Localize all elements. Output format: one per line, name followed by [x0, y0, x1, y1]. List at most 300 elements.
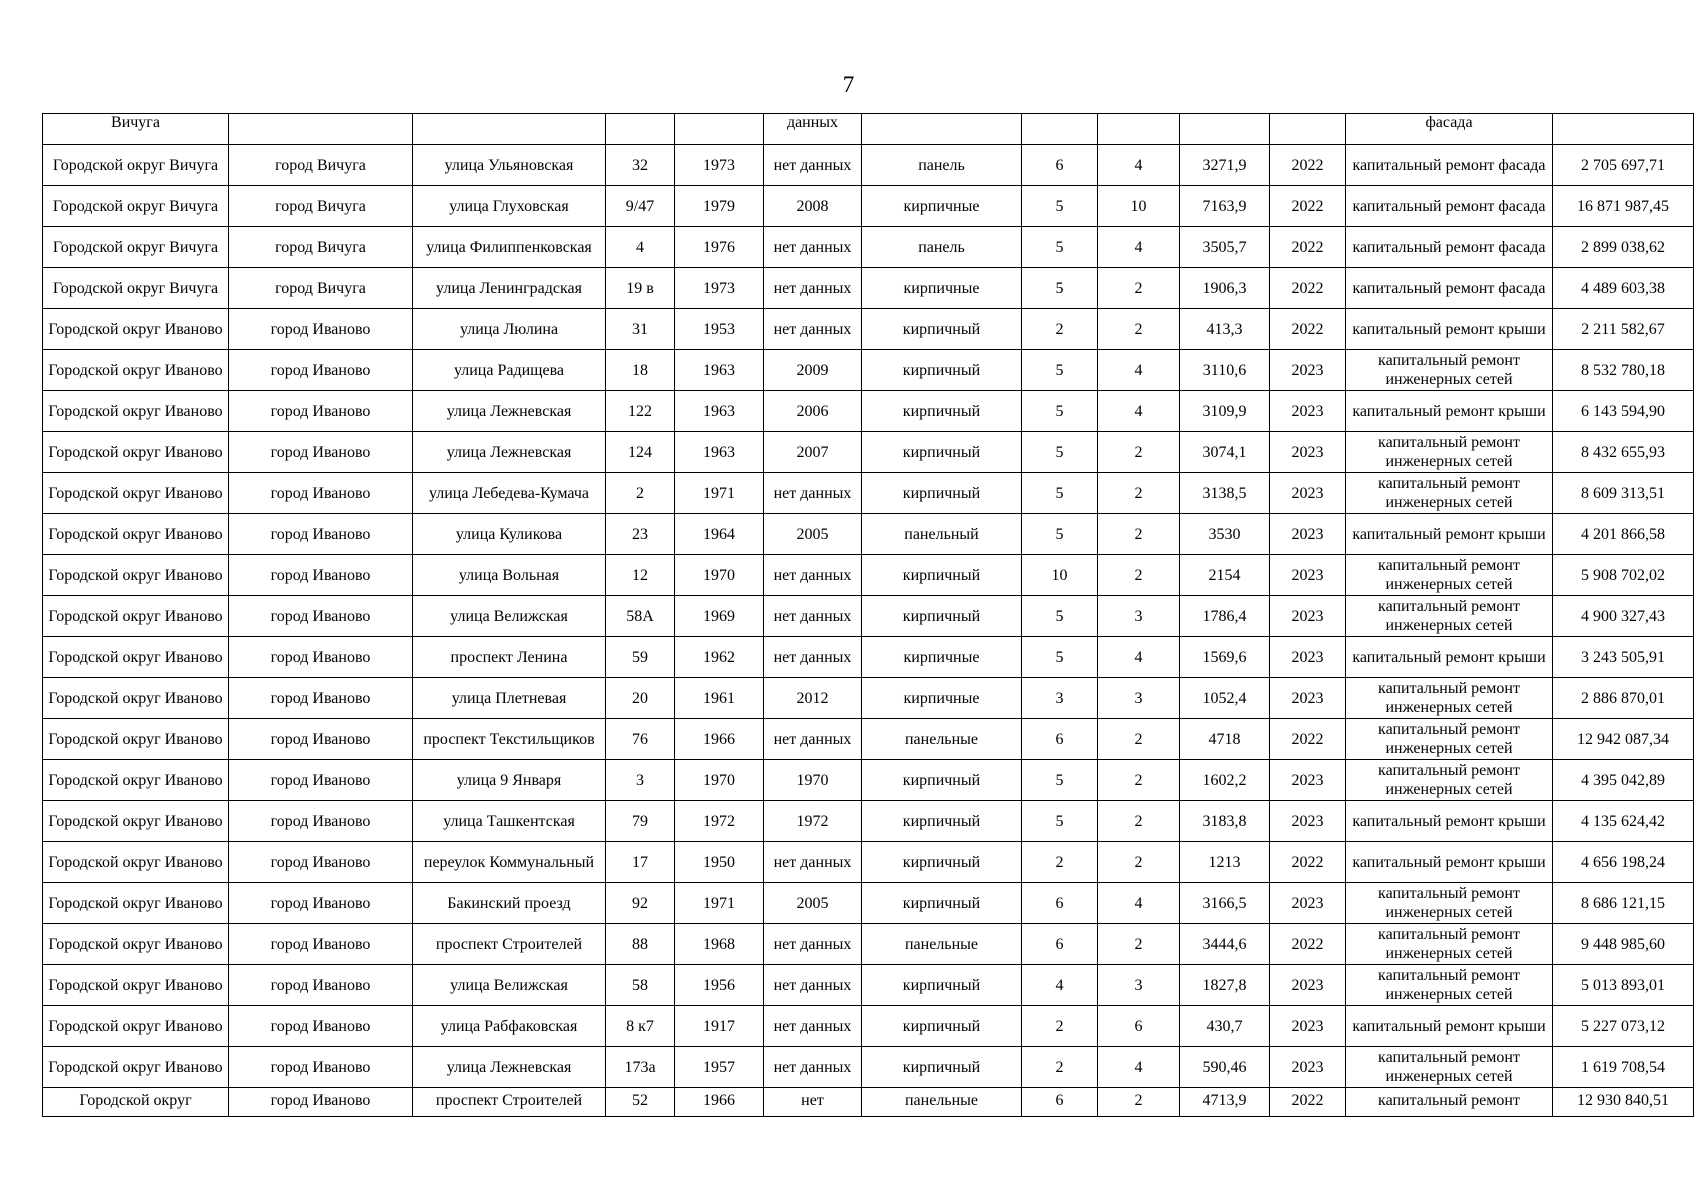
cell-cost: 8 609 313,51	[1553, 473, 1694, 514]
table-row	[43, 1047, 1694, 1088]
cell-floors: 10	[1022, 555, 1098, 596]
cell-municipality: Городской округ Иваново	[43, 1047, 229, 1088]
cell-cost: 3 243 505,91	[1553, 637, 1694, 678]
cell-build-year: 1963	[675, 391, 764, 432]
cell-house-number: 92	[606, 883, 675, 924]
cell-wall-material: кирпичный	[862, 596, 1022, 637]
cell-work-type: капитальный ремонт фасада	[1346, 186, 1553, 227]
cell-municipality: Городской округ Иваново	[43, 555, 229, 596]
cell-total-area: 2154	[1180, 555, 1270, 596]
cell-build-year: 1963	[675, 350, 764, 391]
cell-floors: 6	[1022, 1088, 1098, 1117]
cell-planned-year: 2023	[1270, 391, 1346, 432]
table-row	[43, 965, 1694, 1006]
cell-cost: 5 013 893,01	[1553, 965, 1694, 1006]
cell-cost: 2 886 870,01	[1553, 678, 1694, 719]
cell-municipality: Городской округ Вичуга	[43, 227, 229, 268]
cell-house-number: 173а	[606, 1047, 675, 1088]
cell-build-year	[675, 114, 764, 145]
cell-total-area: 3109,9	[1180, 391, 1270, 432]
cell-house-number: 31	[606, 309, 675, 350]
cell-floors: 2	[1022, 842, 1098, 883]
cell-municipality: Городской округ Иваново	[43, 924, 229, 965]
cell-last-repair-year: нет данных	[764, 145, 862, 186]
cell-cost: 12 930 840,51	[1553, 1088, 1694, 1117]
cell-planned-year: 2022	[1270, 309, 1346, 350]
cell-street	[413, 114, 606, 145]
cell-settlement: город Иваново	[229, 883, 413, 924]
cell-floors: 5	[1022, 637, 1098, 678]
cell-total-area	[1180, 114, 1270, 145]
cell-total-area: 1052,4	[1180, 678, 1270, 719]
cell-street: улица Велижская	[413, 965, 606, 1006]
cell-street: улица Лежневская	[413, 1047, 606, 1088]
cell-cost: 2 211 582,67	[1553, 309, 1694, 350]
table-body	[43, 114, 1694, 1117]
cell-street: проспект Строителей	[413, 924, 606, 965]
cell-planned-year: 2023	[1270, 1047, 1346, 1088]
cell-street: Бакинский проезд	[413, 883, 606, 924]
table-row	[43, 637, 1694, 678]
cell-work-type: капитальный ремонт фасада	[1346, 227, 1553, 268]
cell-street: проспект Текстильщиков	[413, 719, 606, 760]
cell-settlement: город Иваново	[229, 965, 413, 1006]
cell-house-number: 20	[606, 678, 675, 719]
cell-last-repair-year: 2009	[764, 350, 862, 391]
cell-entrances: 10	[1098, 186, 1180, 227]
cell-entrances: 3	[1098, 965, 1180, 1006]
cell-last-repair-year: 2012	[764, 678, 862, 719]
cell-house-number: 88	[606, 924, 675, 965]
cell-build-year: 1972	[675, 801, 764, 842]
cell-last-repair-year: 2005	[764, 883, 862, 924]
cell-planned-year: 2023	[1270, 555, 1346, 596]
cell-floors: 5	[1022, 391, 1098, 432]
cell-settlement: город Иваново	[229, 514, 413, 555]
cell-planned-year: 2022	[1270, 1088, 1346, 1117]
cell-work-type: фасада	[1346, 114, 1553, 145]
cell-planned-year: 2022	[1270, 719, 1346, 760]
cell-wall-material: кирпичный	[862, 1006, 1022, 1047]
cell-municipality: Городской округ	[43, 1088, 229, 1117]
cell-municipality: Городской округ Вичуга	[43, 145, 229, 186]
cell-total-area: 430,7	[1180, 1006, 1270, 1047]
cell-street: улица Вольная	[413, 555, 606, 596]
cell-municipality: Городской округ Иваново	[43, 473, 229, 514]
cell-settlement: город Иваново	[229, 760, 413, 801]
cell-total-area: 4718	[1180, 719, 1270, 760]
cell-wall-material: кирпичный	[862, 760, 1022, 801]
cell-entrances: 4	[1098, 883, 1180, 924]
cell-wall-material: кирпичный	[862, 391, 1022, 432]
table-row	[43, 555, 1694, 596]
cell-wall-material: панель	[862, 227, 1022, 268]
cell-last-repair-year: нет данных	[764, 1006, 862, 1047]
cell-work-type: капитальный ремонт	[1346, 1088, 1553, 1117]
cell-build-year: 1917	[675, 1006, 764, 1047]
cell-wall-material: кирпичный	[862, 350, 1022, 391]
cell-settlement	[229, 114, 413, 145]
table-row	[43, 801, 1694, 842]
cell-entrances: 2	[1098, 760, 1180, 801]
cell-build-year: 1971	[675, 883, 764, 924]
cell-wall-material: кирпичный	[862, 432, 1022, 473]
cell-work-type: капитальный ремонт инженерных сетей	[1346, 555, 1553, 596]
cell-total-area: 3166,5	[1180, 883, 1270, 924]
cell-wall-material: кирпичные	[862, 678, 1022, 719]
cell-work-type: капитальный ремонт крыши	[1346, 1006, 1553, 1047]
cell-street: улица Люлина	[413, 309, 606, 350]
cell-house-number: 52	[606, 1088, 675, 1117]
table-row	[43, 432, 1694, 473]
cell-floors: 5	[1022, 760, 1098, 801]
cell-street: улица Ульяновская	[413, 145, 606, 186]
cell-last-repair-year: нет данных	[764, 309, 862, 350]
table-row-truncated	[43, 1088, 1694, 1117]
cell-build-year: 1966	[675, 1088, 764, 1117]
cell-wall-material: панельный	[862, 514, 1022, 555]
cell-municipality: Городской округ Иваново	[43, 842, 229, 883]
cell-cost: 12 942 087,34	[1553, 719, 1694, 760]
cell-last-repair-year: нет данных	[764, 473, 862, 514]
cell-floors: 6	[1022, 145, 1098, 186]
cell-total-area: 3138,5	[1180, 473, 1270, 514]
cell-street: улица Плетневая	[413, 678, 606, 719]
cell-build-year: 1976	[675, 227, 764, 268]
cell-last-repair-year: 2007	[764, 432, 862, 473]
cell-cost: 8 532 780,18	[1553, 350, 1694, 391]
cell-last-repair-year: нет данных	[764, 719, 862, 760]
cell-last-repair-year: нет данных	[764, 596, 862, 637]
cell-last-repair-year: 2005	[764, 514, 862, 555]
cell-total-area: 1569,6	[1180, 637, 1270, 678]
cell-municipality: Городской округ Иваново	[43, 965, 229, 1006]
cell-entrances: 2	[1098, 1088, 1180, 1117]
cell-total-area: 3110,6	[1180, 350, 1270, 391]
cell-settlement: город Иваново	[229, 1006, 413, 1047]
housing-repair-table	[42, 113, 1694, 1117]
cell-house-number: 17	[606, 842, 675, 883]
cell-house-number: 3	[606, 760, 675, 801]
cell-wall-material: панельные	[862, 1088, 1022, 1117]
cell-build-year: 1970	[675, 555, 764, 596]
cell-work-type: капитальный ремонт крыши	[1346, 391, 1553, 432]
cell-cost: 4 900 327,43	[1553, 596, 1694, 637]
cell-settlement: город Иваново	[229, 309, 413, 350]
cell-planned-year: 2023	[1270, 514, 1346, 555]
cell-work-type: капитальный ремонт инженерных сетей	[1346, 760, 1553, 801]
cell-settlement: город Иваново	[229, 1088, 413, 1117]
cell-municipality: Городской округ Иваново	[43, 801, 229, 842]
cell-entrances: 3	[1098, 596, 1180, 637]
cell-last-repair-year: данных	[764, 114, 862, 145]
table-row	[43, 760, 1694, 801]
cell-floors: 5	[1022, 596, 1098, 637]
cell-entrances	[1098, 114, 1180, 145]
cell-work-type: капитальный ремонт фасада	[1346, 268, 1553, 309]
cell-municipality: Городской округ Иваново	[43, 350, 229, 391]
table-row	[43, 924, 1694, 965]
cell-floors: 5	[1022, 186, 1098, 227]
cell-cost: 4 201 866,58	[1553, 514, 1694, 555]
cell-planned-year: 2023	[1270, 350, 1346, 391]
cell-house-number: 76	[606, 719, 675, 760]
cell-build-year: 1968	[675, 924, 764, 965]
cell-planned-year: 2023	[1270, 637, 1346, 678]
cell-floors: 5	[1022, 514, 1098, 555]
cell-settlement: город Иваново	[229, 432, 413, 473]
cell-entrances: 2	[1098, 514, 1180, 555]
cell-planned-year: 2022	[1270, 145, 1346, 186]
cell-street: улица Глуховская	[413, 186, 606, 227]
cell-floors: 4	[1022, 965, 1098, 1006]
cell-build-year: 1956	[675, 965, 764, 1006]
cell-wall-material: кирпичный	[862, 473, 1022, 514]
table-row	[43, 678, 1694, 719]
cell-total-area: 1906,3	[1180, 268, 1270, 309]
cell-house-number: 18	[606, 350, 675, 391]
cell-total-area: 4713,9	[1180, 1088, 1270, 1117]
cell-total-area: 1602,2	[1180, 760, 1270, 801]
cell-settlement: город Иваново	[229, 555, 413, 596]
cell-work-type: капитальный ремонт крыши	[1346, 842, 1553, 883]
cell-house-number: 9/47	[606, 186, 675, 227]
cell-settlement: город Иваново	[229, 801, 413, 842]
table-row	[43, 391, 1694, 432]
cell-floors: 2	[1022, 309, 1098, 350]
cell-entrances: 2	[1098, 842, 1180, 883]
cell-entrances: 4	[1098, 391, 1180, 432]
cell-planned-year: 2023	[1270, 678, 1346, 719]
cell-house-number: 58	[606, 965, 675, 1006]
cell-last-repair-year: 2008	[764, 186, 862, 227]
cell-last-repair-year: нет данных	[764, 637, 862, 678]
cell-entrances: 2	[1098, 719, 1180, 760]
cell-settlement: город Иваново	[229, 924, 413, 965]
cell-wall-material: кирпичные	[862, 186, 1022, 227]
cell-street: проспект Строителей	[413, 1088, 606, 1117]
cell-municipality: Городской округ Вичуга	[43, 186, 229, 227]
cell-planned-year: 2023	[1270, 883, 1346, 924]
cell-work-type: капитальный ремонт инженерных сетей	[1346, 596, 1553, 637]
cell-floors: 3	[1022, 678, 1098, 719]
cell-entrances: 4	[1098, 145, 1180, 186]
cell-total-area: 1786,4	[1180, 596, 1270, 637]
cell-build-year: 1964	[675, 514, 764, 555]
cell-house-number: 8 к7	[606, 1006, 675, 1047]
cell-build-year: 1973	[675, 268, 764, 309]
cell-municipality: Городской округ Иваново	[43, 637, 229, 678]
cell-municipality: Городской округ Иваново	[43, 309, 229, 350]
cell-settlement: город Иваново	[229, 596, 413, 637]
cell-entrances: 4	[1098, 350, 1180, 391]
cell-house-number: 19 в	[606, 268, 675, 309]
cell-entrances: 4	[1098, 637, 1180, 678]
cell-street: улица Куликова	[413, 514, 606, 555]
cell-house-number: 12	[606, 555, 675, 596]
cell-settlement: город Иваново	[229, 473, 413, 514]
cell-work-type: капитальный ремонт инженерных сетей	[1346, 1047, 1553, 1088]
cell-wall-material: панельные	[862, 719, 1022, 760]
cell-last-repair-year: 1970	[764, 760, 862, 801]
cell-planned-year: 2022	[1270, 268, 1346, 309]
cell-last-repair-year: нет данных	[764, 227, 862, 268]
cell-settlement: город Вичуга	[229, 268, 413, 309]
cell-entrances: 6	[1098, 1006, 1180, 1047]
cell-cost	[1553, 114, 1694, 145]
cell-work-type: капитальный ремонт инженерных сетей	[1346, 883, 1553, 924]
cell-house-number: 79	[606, 801, 675, 842]
cell-entrances: 4	[1098, 227, 1180, 268]
cell-cost: 5 908 702,02	[1553, 555, 1694, 596]
cell-build-year: 1950	[675, 842, 764, 883]
cell-street: улица Велижская	[413, 596, 606, 637]
cell-street: улица 9 Января	[413, 760, 606, 801]
cell-cost: 1 619 708,54	[1553, 1047, 1694, 1088]
cell-build-year: 1963	[675, 432, 764, 473]
cell-entrances: 2	[1098, 555, 1180, 596]
cell-municipality: Городской округ Иваново	[43, 883, 229, 924]
cell-build-year: 1969	[675, 596, 764, 637]
cell-floors: 6	[1022, 924, 1098, 965]
cell-cost: 4 395 042,89	[1553, 760, 1694, 801]
cell-house-number: 4	[606, 227, 675, 268]
cell-total-area: 3444,6	[1180, 924, 1270, 965]
cell-total-area: 1213	[1180, 842, 1270, 883]
cell-wall-material: кирпичные	[862, 268, 1022, 309]
table-row	[43, 268, 1694, 309]
table-row	[43, 473, 1694, 514]
cell-work-type: капитальный ремонт крыши	[1346, 514, 1553, 555]
cell-house-number: 32	[606, 145, 675, 186]
cell-floors: 2	[1022, 1006, 1098, 1047]
cell-cost: 5 227 073,12	[1553, 1006, 1694, 1047]
cell-cost: 6 143 594,90	[1553, 391, 1694, 432]
cell-last-repair-year: нет данных	[764, 1047, 862, 1088]
cell-entrances: 2	[1098, 268, 1180, 309]
cell-floors: 5	[1022, 268, 1098, 309]
cell-cost: 4 656 198,24	[1553, 842, 1694, 883]
cell-last-repair-year: нет данных	[764, 965, 862, 1006]
cell-settlement: город Иваново	[229, 678, 413, 719]
cell-total-area: 3074,1	[1180, 432, 1270, 473]
cell-settlement: город Иваново	[229, 719, 413, 760]
cell-street: улица Радищева	[413, 350, 606, 391]
cell-planned-year: 2023	[1270, 473, 1346, 514]
table-row	[43, 514, 1694, 555]
cell-house-number: 23	[606, 514, 675, 555]
cell-work-type: капитальный ремонт инженерных сетей	[1346, 350, 1553, 391]
cell-entrances: 2	[1098, 309, 1180, 350]
cell-entrances: 2	[1098, 801, 1180, 842]
cell-wall-material: кирпичный	[862, 842, 1022, 883]
cell-street: улица Рабфаковская	[413, 1006, 606, 1047]
cell-planned-year: 2023	[1270, 801, 1346, 842]
cell-cost: 2 899 038,62	[1553, 227, 1694, 268]
cell-wall-material: кирпичные	[862, 637, 1022, 678]
cell-work-type: капитальный ремонт инженерных сетей	[1346, 473, 1553, 514]
cell-entrances: 3	[1098, 678, 1180, 719]
cell-entrances: 2	[1098, 924, 1180, 965]
cell-street: переулок Коммунальный	[413, 842, 606, 883]
table-row	[43, 719, 1694, 760]
cell-work-type: капитальный ремонт инженерных сетей	[1346, 924, 1553, 965]
cell-build-year: 1953	[675, 309, 764, 350]
cell-entrances: 2	[1098, 432, 1180, 473]
cell-build-year: 1979	[675, 186, 764, 227]
cell-municipality: Городской округ Иваново	[43, 596, 229, 637]
cell-floors: 5	[1022, 432, 1098, 473]
table-row	[43, 842, 1694, 883]
table-row-continued	[43, 114, 1694, 145]
cell-build-year: 1971	[675, 473, 764, 514]
cell-wall-material: панель	[862, 145, 1022, 186]
cell-cost: 8 686 121,15	[1553, 883, 1694, 924]
table-row	[43, 350, 1694, 391]
cell-planned-year: 2023	[1270, 596, 1346, 637]
cell-settlement: город Вичуга	[229, 186, 413, 227]
cell-planned-year: 2023	[1270, 760, 1346, 801]
cell-planned-year: 2022	[1270, 186, 1346, 227]
cell-municipality: Городской округ Иваново	[43, 391, 229, 432]
cell-build-year: 1966	[675, 719, 764, 760]
cell-cost: 4 135 624,42	[1553, 801, 1694, 842]
cell-floors: 5	[1022, 227, 1098, 268]
cell-municipality: Городской округ Иваново	[43, 432, 229, 473]
table-row	[43, 1006, 1694, 1047]
cell-house-number: 122	[606, 391, 675, 432]
cell-total-area: 3271,9	[1180, 145, 1270, 186]
cell-settlement: город Иваново	[229, 1047, 413, 1088]
cell-build-year: 1970	[675, 760, 764, 801]
cell-municipality: Городской округ Иваново	[43, 1006, 229, 1047]
cell-settlement: город Вичуга	[229, 227, 413, 268]
cell-street: улица Филиппенковская	[413, 227, 606, 268]
cell-municipality: Городской округ Иваново	[43, 760, 229, 801]
cell-street: улица Ташкентская	[413, 801, 606, 842]
cell-cost: 9 448 985,60	[1553, 924, 1694, 965]
cell-work-type: капитальный ремонт фасада	[1346, 145, 1553, 186]
cell-last-repair-year: нет данных	[764, 268, 862, 309]
cell-wall-material: кирпичный	[862, 801, 1022, 842]
cell-entrances: 4	[1098, 1047, 1180, 1088]
cell-house-number: 124	[606, 432, 675, 473]
table-row	[43, 309, 1694, 350]
table-row	[43, 883, 1694, 924]
cell-street: улица Ленинградская	[413, 268, 606, 309]
cell-work-type: капитальный ремонт инженерных сетей	[1346, 965, 1553, 1006]
cell-wall-material: кирпичный	[862, 1047, 1022, 1088]
cell-cost: 2 705 697,71	[1553, 145, 1694, 186]
cell-planned-year: 2023	[1270, 432, 1346, 473]
cell-planned-year	[1270, 114, 1346, 145]
cell-street: улица Лежневская	[413, 391, 606, 432]
cell-last-repair-year: нет данных	[764, 555, 862, 596]
cell-floors: 6	[1022, 719, 1098, 760]
cell-municipality: Городской округ Иваново	[43, 719, 229, 760]
cell-work-type: капитальный ремонт инженерных сетей	[1346, 719, 1553, 760]
cell-wall-material: кирпичный	[862, 309, 1022, 350]
cell-floors	[1022, 114, 1098, 145]
page-number: 7	[842, 72, 855, 97]
cell-wall-material	[862, 114, 1022, 145]
cell-last-repair-year: 1972	[764, 801, 862, 842]
cell-entrances: 2	[1098, 473, 1180, 514]
cell-last-repair-year: нет данных	[764, 842, 862, 883]
cell-floors: 5	[1022, 473, 1098, 514]
cell-wall-material: панельные	[862, 924, 1022, 965]
cell-wall-material: кирпичный	[862, 883, 1022, 924]
